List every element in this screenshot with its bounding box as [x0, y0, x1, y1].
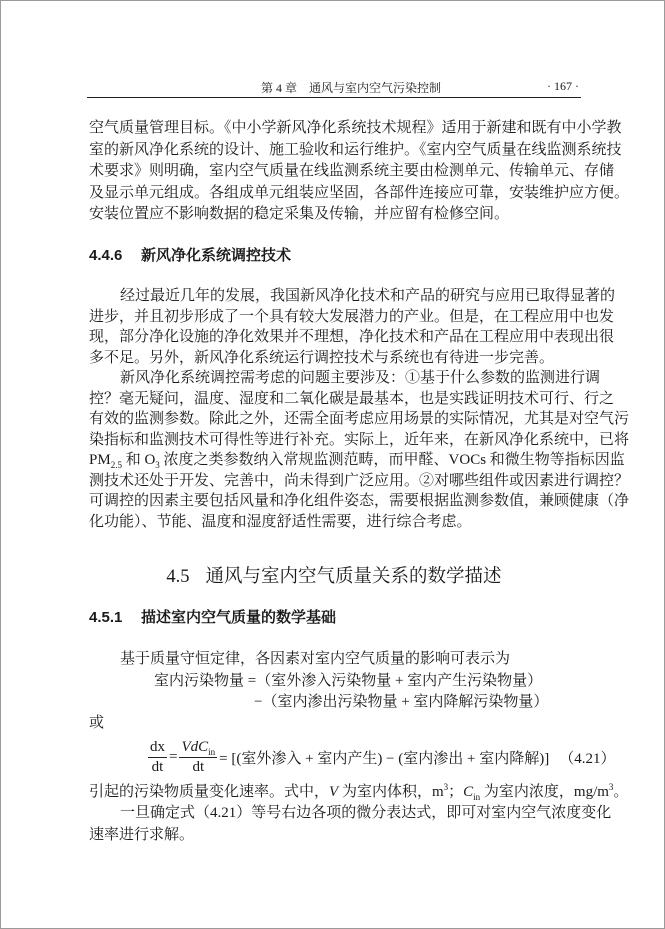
text: 为室内浓度，mg/m [480, 783, 609, 800]
text: ； [448, 783, 464, 800]
var-v: V [329, 783, 339, 800]
section-title: 通风与室内空气质量关系的数学描述 [205, 567, 502, 587]
section-number: 4.5.1 [89, 609, 123, 626]
text-line: 空气质量管理目标。《中小学新风净化系统技术规程》适用于新建和既有中小学教 [89, 120, 622, 136]
chapter-title: 第 4 章 通风与室内空气污染控制 [261, 81, 442, 95]
text-line: 速率进行求解。 [89, 826, 195, 843]
denominator: dt [151, 759, 164, 775]
equation-section [89, 649, 629, 846]
text-line: 一旦确定式（4.21）等号右边各项的微分表达式，即可对室内空气浓度变化 [120, 805, 612, 821]
text-line: 经过最近几年的发展，我国新风净化技术和产品的研究与应用已取得显著的 [120, 288, 616, 304]
text-line: 可调控的因素主要包括风量和净化组件姿态，需要根据监测参数值，兼顾健康（净 [89, 493, 630, 509]
superscript: 3 [608, 781, 614, 792]
denominator: dt [192, 759, 205, 775]
section-heading-4-5 [89, 565, 579, 589]
equation-line-1: 室内污染物量 =（室外渗入污染物量 + 室内产生污染物量） [154, 672, 543, 689]
pm-text: PM [89, 452, 111, 468]
subscript: in [208, 747, 216, 757]
var-c: C [463, 783, 474, 800]
section-title: 描述室内空气质量的数学基础 [141, 610, 337, 626]
equation-line-2: −（室内渗出污染物量 + 室内降解污染物量） [254, 693, 549, 710]
paragraph-5 [89, 781, 629, 804]
text-line: 及显示单元组成。各组成单元组装应坚固，各部件连接应可靠，安装维护应方便。 [89, 184, 630, 201]
text-line: 化功能）、节能、温度和湿度舒适性需要，进行综合考虑。 [89, 513, 472, 530]
text: 为室内体积，m [338, 783, 444, 800]
subscript: in [473, 791, 481, 802]
text-line: 安装位置应不影响数据的稳定采集及传输，并应留有检修空间。 [89, 206, 510, 222]
equation-label: （4.21） [559, 751, 616, 767]
numerator: dx [148, 738, 167, 758]
paragraph-2 [89, 286, 630, 532]
equation-4-21 [89, 734, 616, 782]
text-line: 现，部分净化设施的净化效果并不理想，净化技术和产品在工程应用中表现出很 [89, 329, 615, 345]
superscript: 3 [443, 781, 449, 792]
section-number: 4.4.6 [89, 247, 123, 264]
text-line: 控？毫无疑问，温度、湿度和二氧化碳是最基本，也是实践证明技术可行、行之 [89, 390, 615, 407]
o3-subscript: 3 [155, 460, 160, 470]
text-line: 有效的监测参数。除此之外，还需全面考虑应用场景的实际情况，尤其是对空气污 [89, 411, 630, 427]
numerator-text: VdC [181, 739, 209, 755]
page-number: · 167 · [547, 79, 579, 93]
text-rest: 浓度之类参数纳入常规监测范畴，而甲醛、VOCs 和微生物等指标因监 [159, 452, 625, 468]
text: 。 [613, 783, 629, 800]
section-number: 4.5 [166, 567, 190, 587]
o3-text: 和 O [121, 452, 156, 468]
equation-body [146, 738, 549, 777]
running-header [89, 77, 579, 97]
section-heading-4-5-1 [89, 608, 336, 628]
text: 引起的污染物质量变化速率。式中， [89, 783, 330, 800]
or-text: 或 [89, 714, 105, 731]
numerator [179, 738, 217, 758]
text-line: 术要求》则明确，室内空气质量在线监测系统主要由检测单元、传输单元、存储 [89, 163, 615, 179]
paragraph-1 [89, 118, 630, 226]
text-line [89, 450, 625, 471]
equation-rhs: = [(室外渗入 + 室内产生) − (室内渗出 + 室内降解)] [219, 751, 550, 767]
text-line: 测技术还处于开发、完善中，尚未得到广泛应用。②对哪些组件或因素进行调控？ [89, 472, 630, 489]
equals-sign: = [169, 749, 178, 765]
section-title: 新风净化系统调控技术 [141, 248, 292, 264]
fraction-dx-dt [148, 738, 167, 777]
text-line: 进步，并且初步形成了一个具有较大发展潜力的产业。但是，在工程应用中也发 [89, 308, 615, 325]
text-line: 新风净化系统调控需考虑的问题主要涉及：①基于什么参数的监测进行调 [120, 370, 601, 386]
text-line: 室的新风净化系统的设计、施工验收和运行维护。《室内空气质量在线监测系统技 [89, 141, 622, 158]
paragraph-4: 基于质量守恒定律，各因素对室内空气质量的影响可表示为 [120, 651, 511, 667]
header-rule [87, 97, 581, 98]
text-line: 染指标和监测技术可得性等进行补充。实际上，近年来，在新风净化系统中，已将 [89, 431, 630, 448]
fraction-vdc-dt [179, 738, 217, 777]
text-line: 多不足。另外，新风净化系统运行调控技术与系统也有待进一步完善。 [89, 349, 555, 366]
pm-subscript: 2.5 [110, 460, 122, 470]
section-heading-4-4-6 [89, 246, 291, 266]
